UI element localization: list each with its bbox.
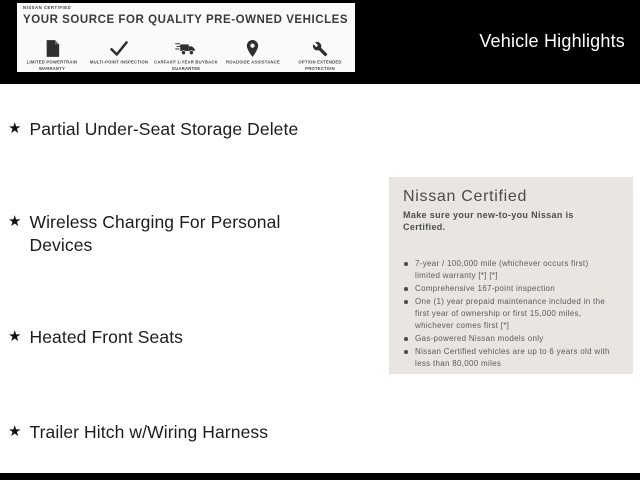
benefit-label: OPTION EXTENDED PROTECTION	[297, 60, 342, 71]
benefit-roadside-assistance	[219, 39, 286, 73]
header-bar	[0, 0, 640, 84]
bullet-dot-icon	[404, 300, 408, 304]
benefit-label-wrap	[86, 60, 153, 73]
highlight-text: Wireless Charging For Personal Devices	[29, 212, 281, 255]
panel-subtitle: Make sure your new-to-you Nissan is Certified.	[403, 210, 574, 233]
badge-headline: YOUR SOURCE FOR QUALITY PRE-OWNED VEHICLES	[23, 14, 349, 26]
list-item	[8, 118, 313, 141]
bullet-dot-icon	[404, 337, 408, 341]
document-icon	[45, 39, 60, 58]
benefits-row	[19, 39, 353, 73]
list-item	[8, 326, 313, 349]
bullet-dot-icon	[404, 287, 408, 291]
benefit-label: CARFAX® 1-YEAR BUYBACK GUARANTEE	[154, 60, 218, 71]
panel-bullet-text: One (1) year prepaid maintenance included in the first year of ownership or first 15,000 miles, whichever comes first [*]	[415, 297, 606, 331]
star-icon: ★	[8, 213, 22, 230]
benefit-label: ROADSIDE ASSISTANCE	[225, 60, 280, 65]
panel-bullet	[403, 296, 615, 332]
panel-bullet	[403, 333, 615, 345]
star-icon: ★	[8, 328, 22, 345]
highlight-text: Heated Front Seats	[29, 327, 184, 347]
panel-bullet-text: Gas-powered Nissan models only	[415, 334, 544, 344]
benefit-limited-powertrain-warranty	[19, 39, 86, 73]
panel-bullet-text: Comprehensive 167-point inspection	[415, 284, 556, 294]
benefit-carfax-buyback-guarantee	[153, 39, 220, 73]
list-item	[8, 421, 313, 444]
location-pin-icon	[246, 39, 259, 58]
star-icon: ★	[8, 120, 22, 137]
panel-bullet-text: 7-year / 100,000 mile (whichever occurs first) limited warranty [*] [*]	[415, 259, 589, 281]
benefit-label-wrap	[286, 60, 353, 73]
panel-bullet-list	[403, 258, 620, 370]
benefit-option-extended-protection	[286, 39, 353, 73]
bullet-dot-icon	[404, 350, 408, 354]
certification-badge-card	[17, 3, 355, 72]
benefit-label-wrap	[219, 60, 286, 73]
benefit-label: MULTI-POINT INSPECTION	[90, 60, 149, 65]
wrench-icon	[312, 39, 328, 58]
badge-brand	[23, 6, 223, 14]
highlight-text: Partial Under-Seat Storage Delete	[29, 119, 299, 139]
star-icon: ★	[8, 423, 22, 440]
panel-bullet	[403, 283, 615, 295]
benefit-multi-point-inspection	[86, 39, 153, 73]
panel-bullet-text: Nissan Certified vehicles are up to 6 years old with less than 80,000 miles	[415, 347, 610, 369]
benefit-label-wrap	[19, 60, 86, 73]
benefit-label: LIMITED POWERTRAIN WARRANTY	[27, 60, 78, 71]
panel-bullet	[403, 258, 615, 282]
page-title: Vehicle Highlights	[479, 31, 625, 51]
footer-bar	[0, 473, 640, 480]
bullet-dot-icon	[404, 262, 408, 266]
badge-brand-label: NISSAN CERTIFIED	[23, 6, 72, 11]
truck-icon	[175, 39, 196, 58]
checkmark-icon	[110, 39, 128, 58]
panel-bullet	[403, 346, 615, 370]
nissan-certified-panel	[389, 177, 633, 374]
list-item	[8, 211, 313, 256]
highlight-text: Trailer Hitch w/Wiring Harness	[29, 422, 269, 442]
benefit-label-wrap	[153, 60, 220, 73]
panel-title: Nissan Certified	[403, 188, 528, 205]
